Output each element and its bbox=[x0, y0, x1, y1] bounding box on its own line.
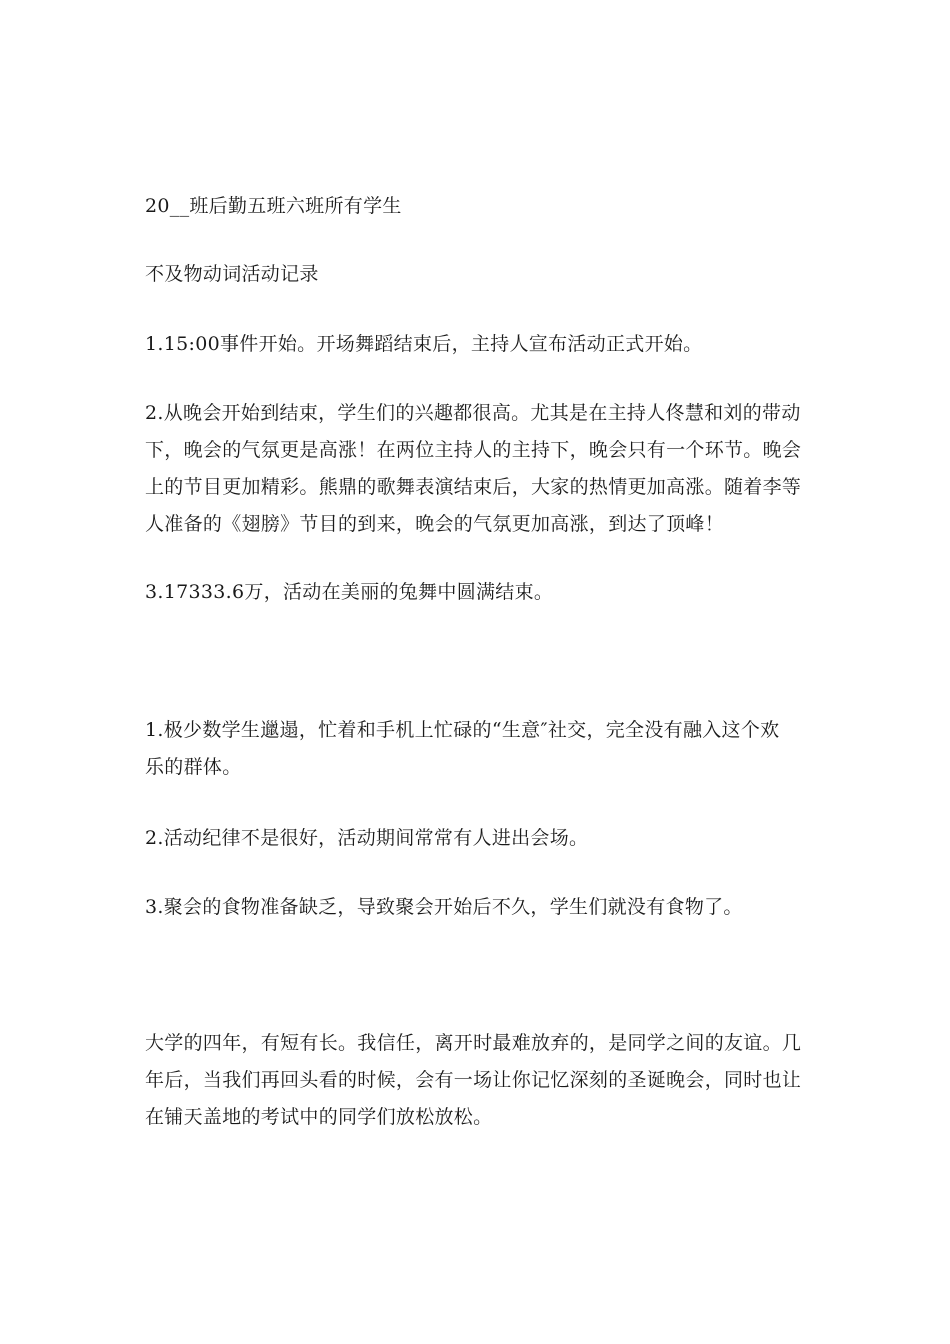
problem-item-3: 3.聚会的食物准备缺乏，导致聚会开始后不久，学生们就没有食物了。 bbox=[145, 896, 743, 918]
record-item-1: 1.15:00事件开始。开场舞蹈结束后，主持人宣布活动正式开始。 bbox=[145, 333, 703, 355]
conclusion-paragraph: 大学的四年，有短有长。我信任，离开时最难放弃的，是同学之间的友谊。几 年后，当我们再回头看的时候，会有一场让你记忆深刻的圣诞晚会，同时也让 在铺天盖地的考试中的同学们放松放松。 bbox=[145, 1032, 802, 1128]
record-item-2: 2.从晚会开始到结束，学生们的兴趣都很高。尤其是在主持人佟慧和刘的带动 下，晚会的气氛更是高涨！在两位主持人的主持下，晚会只有一个环节。晚会 上的节目更加精彩。熊鼎的歌舞表演结束后，大家的热情更加高涨。随着李等 人准备的《翅膀》节目的到来，晚会的气氛更加高涨，到达了顶峰！ bbox=[145, 402, 802, 535]
problem-item-1: 1.极少数学生邋遢，忙着和手机上忙碌的“生意″社交，完全没有融入这个欢 乐的群体。 bbox=[145, 719, 780, 778]
header-line: 20__班后勤五班六班所有学生 bbox=[145, 195, 402, 217]
problem-item-2: 2.活动纪律不是很好，活动期间常常有人进出会场。 bbox=[145, 827, 589, 849]
section-title: 不及物动词活动记录 bbox=[145, 263, 319, 285]
record-item-3: 3.17333.6万，活动在美丽的兔舞中圆满结束。 bbox=[145, 581, 554, 603]
